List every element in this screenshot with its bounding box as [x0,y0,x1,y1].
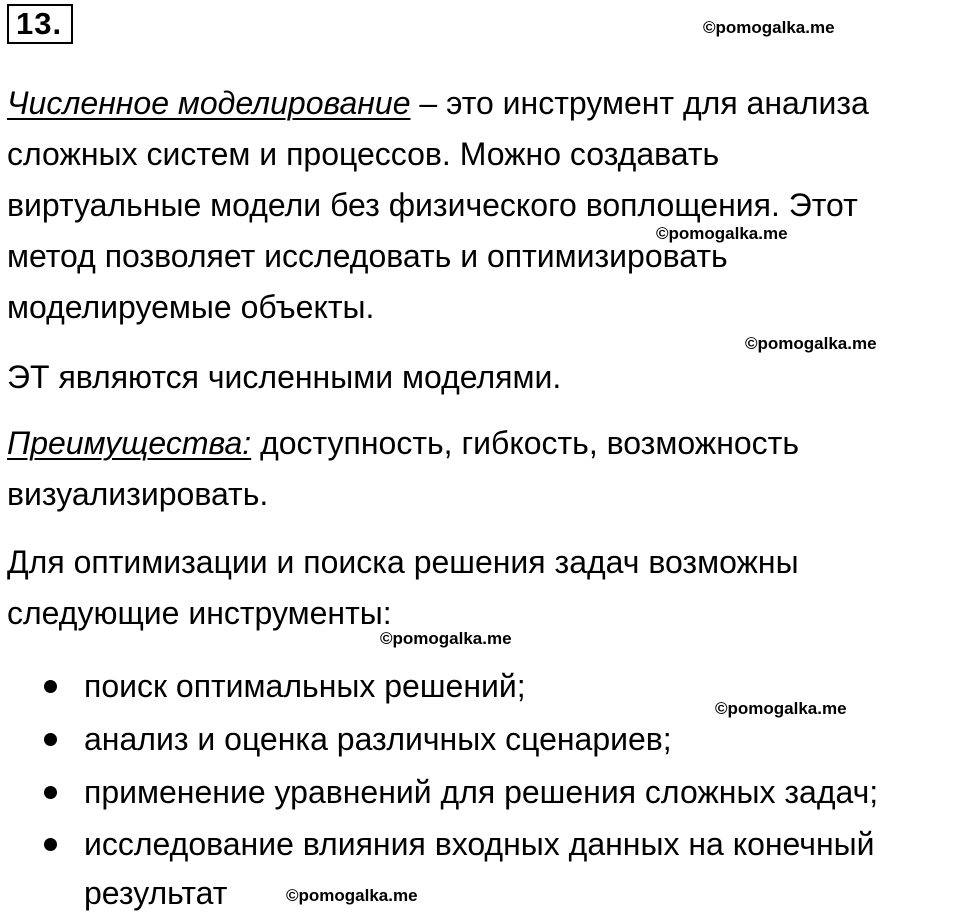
paragraph-line: метод позволяет исследовать и оптимизировать [7,238,728,274]
paragraph-line [7,78,869,129]
bullet-icon [44,838,57,851]
watermark-5: ©pomogalka.me [715,699,847,718]
watermark-4: ©pomogalka.me [380,629,512,648]
paragraph-line: сложных систем и процессов. Можно создавать [7,136,720,172]
paragraph-line [7,418,799,469]
watermark-1: ©pomogalka.me [703,18,835,37]
paragraph-line: виртуальные модели без физического воплощения. Этот [7,187,858,223]
term-numerical-modeling: Численное моделирование [7,85,411,121]
term-advantages: Преимущества: [7,425,252,461]
bullet-icon [44,786,57,799]
watermark-6: ©pomogalka.me [286,886,418,905]
line-text: доступность, гибкость, возможность [251,425,799,461]
list-item-text: исследование влияния входных данных на конечный [84,826,875,862]
paragraph-line: моделируемые объекты. [7,289,375,325]
bullet-icon [44,733,57,746]
bullet-icon [44,680,57,693]
list-item-text: поиск оптимальных решений; [84,668,526,704]
task-number: 13. [7,4,73,44]
paragraph-et: ЭТ являются численными моделями. [7,359,562,395]
watermark-2: ©pomogalka.me [656,224,788,243]
paragraph-line: визуализировать. [7,476,269,512]
list-item-continuation: результат [84,875,228,911]
line-text: – это инструмент для анализа [410,85,869,121]
list-item-text: применение уравнений для решения сложных задач; [84,774,879,810]
paragraph-line: следующие инструменты: [7,595,392,631]
watermark-3: ©pomogalka.me [745,334,877,353]
paragraph-line: Для оптимизации и поиска решения задач возможны [7,544,799,580]
list-item-text: анализ и оценка различных сценариев; [84,721,672,757]
